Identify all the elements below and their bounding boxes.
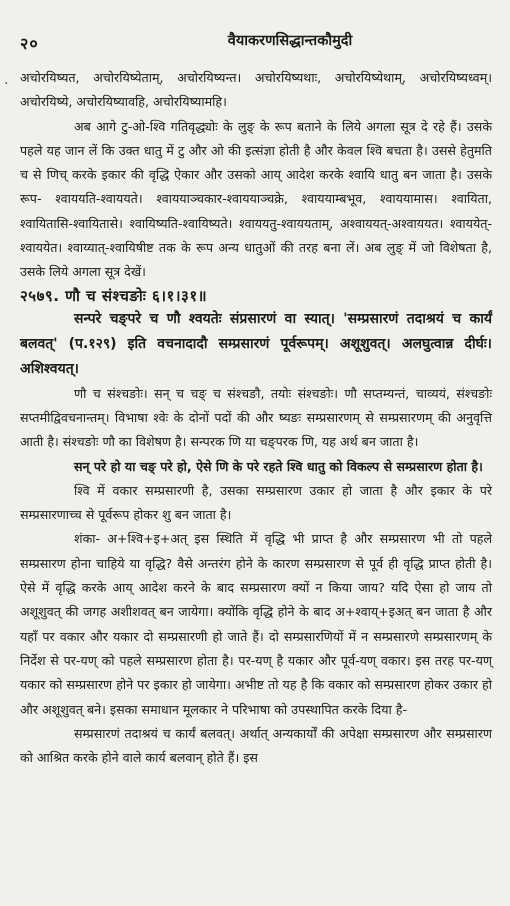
page-header [0, 30, 510, 54]
paragraph-samprasarana: श्वि में वकार सम्प्रसारणी है, उसका सम्प्रसारण उकार हो जाता है और इकार के परे सम्प्रसारणाच्च से पूर्वरूप होकर शु बन जाता है। [20, 482, 492, 523]
paragraph-intro-shvi: अब आगे टु-ओ-श्वि गतिवृद्ध्योः के लुङ् के रूप बताने के लिये अगला सूत्र दे रहे हैं। उसके पहले यह जान लें कि उक्त धातु में टु और ओ की इत्संज्ञा होती है और केवल श्वि बचता है। उससे हेतुमति च से णिच् करके इकार की वृद्धि ऐकार और उसको आय् आदेश करके श्वायि धातु बन जाता है। उसके रूप- श्वाययति-श्वाययते। श्वाययाञ्चकार-श्वाययाञ्चक्रे, श्वाययाम्बभूव, श्वाययामास। श्वायिता, श्वायितासि-श्वायितासे। श्वायिष्यति-श्वायिष्यते। श्वाययतु-श्वाययताम्, अश्वाययत्-अश्वाययत। श्वाययेत्-श्वाययेत। श्वाय्यात्-श्वायिषीष्ट तक के रूप अन्य धातुओं की तरह बना लें। अब लुङ् में जो विशेषता है, उसके लिये अगला सूत्र देखें। [20, 118, 492, 280]
paragraph-paribhasha: सम्प्रसारणं तदाश्रयं च कार्यं बलवत्। अर्थात् अन्यकार्यों की अपेक्षा सम्प्रसारण और सम्प्रसारण को आश्रित करके होने वाले कार्य बलवान् होते हैं। इस [20, 725, 492, 766]
paragraph-meaning: सन् परे हो या चङ् परे हो, ऐसे णि के परे रहते श्वि धातु को विकल्प से सम्प्रसारण होता है। [74, 458, 483, 474]
page-number: २० [20, 34, 39, 53]
margin-dot-mark: · [4, 76, 9, 92]
paragraph-conjugation-forms: अचोरयिष्यत, अचोरयिष्येताम्, अचोरयिष्यन्त। अचोरयिष्यथाः, अचोरयिष्येथाम्, अचोरयिष्यध्वम्। अचोरयिष्ये, अचोरयिष्यावहि, अचोरयिष्यामहि। [20, 70, 492, 110]
sutra-heading: २५७९. णौ च संश्चङोः ६।१।३१॥ [20, 286, 208, 305]
sutra-vritti: सन्परे चङ्परे च णौ श्वयतेः संप्रसारणं वा स्यात्। 'सम्प्रसारणं तदाश्रयं च कार्यं बलवत्' (प.१२९) इति वचनादादौ सम्प्रसारणं पूर्वरूपम्। अशूशुवत्। अलघुत्वान्न दीर्घः। अशिश्वयत्। [20, 310, 492, 377]
page-body [20, 66, 492, 770]
paragraph-shanka: शंका- अ+श्वि+इ+अत् इस स्थिति में वृद्धि भी प्राप्त है और सम्प्रसारण भी तो पहले सम्प्रसारण होना चाहिये या वृद्धि? वैसे अन्तरंग होने के कारण सम्प्रसारण से पूर्व ही वृद्धि प्राप्त होती है। ऐसे में वृद्धि करके आय् आदेश करने के बाद सम्प्रसारण क्यों न किया जाय? यदि ऐसा हो जाय तो अशूशुवत् की जगह अशीशवत् बन जायेगा। क्योंकि वृद्धि होने के बाद अ+श्वाय्+इअत् बन जाता है और यहाँ पर वकार और यकार दो सम्प्रसारणी हो जाते हैं। दो सम्प्रसारणियों में न सम्प्रसारणे सम्प्रसारणम् के निर्देश से पर-यण् को पहले सम्प्रसारण होता है। पर-यण् है यकार और पूर्व-यण् वकार। इस तरह पर-यण् यकार को सम्प्रसारण होने पर इकार हो जायेगा। अभीष्ट तो यह है कि वकार को सम्प्रसारण होकर उकार हो और अशूशुवत् बने। इसका समाधान मूलकार ने परिभाषा को उपस्थापित करके दिया है- [20, 531, 492, 717]
running-title: वैयाकरणसिद्धान्तकौमुदी [227, 33, 353, 49]
paragraph-padaccheda: णौ च संश्चङोः। सन् च चङ् च संश्चङौ, तयोः संश्चङोः। णौ सप्तम्यन्तं, चाव्ययं, संश्चङोः सप्तमीद्विवचनान्तम्। विभाषा श्वेः के दोनों पदों की और ष्यङः सम्प्रसारणम् से सम्प्रसारणम् की अनुवृत्ति आती है। संश्चङोः णौ का विशेषण है। सन्परक णि या चङ्परक णि, यह अर्थ बन जाता है। [20, 385, 492, 450]
